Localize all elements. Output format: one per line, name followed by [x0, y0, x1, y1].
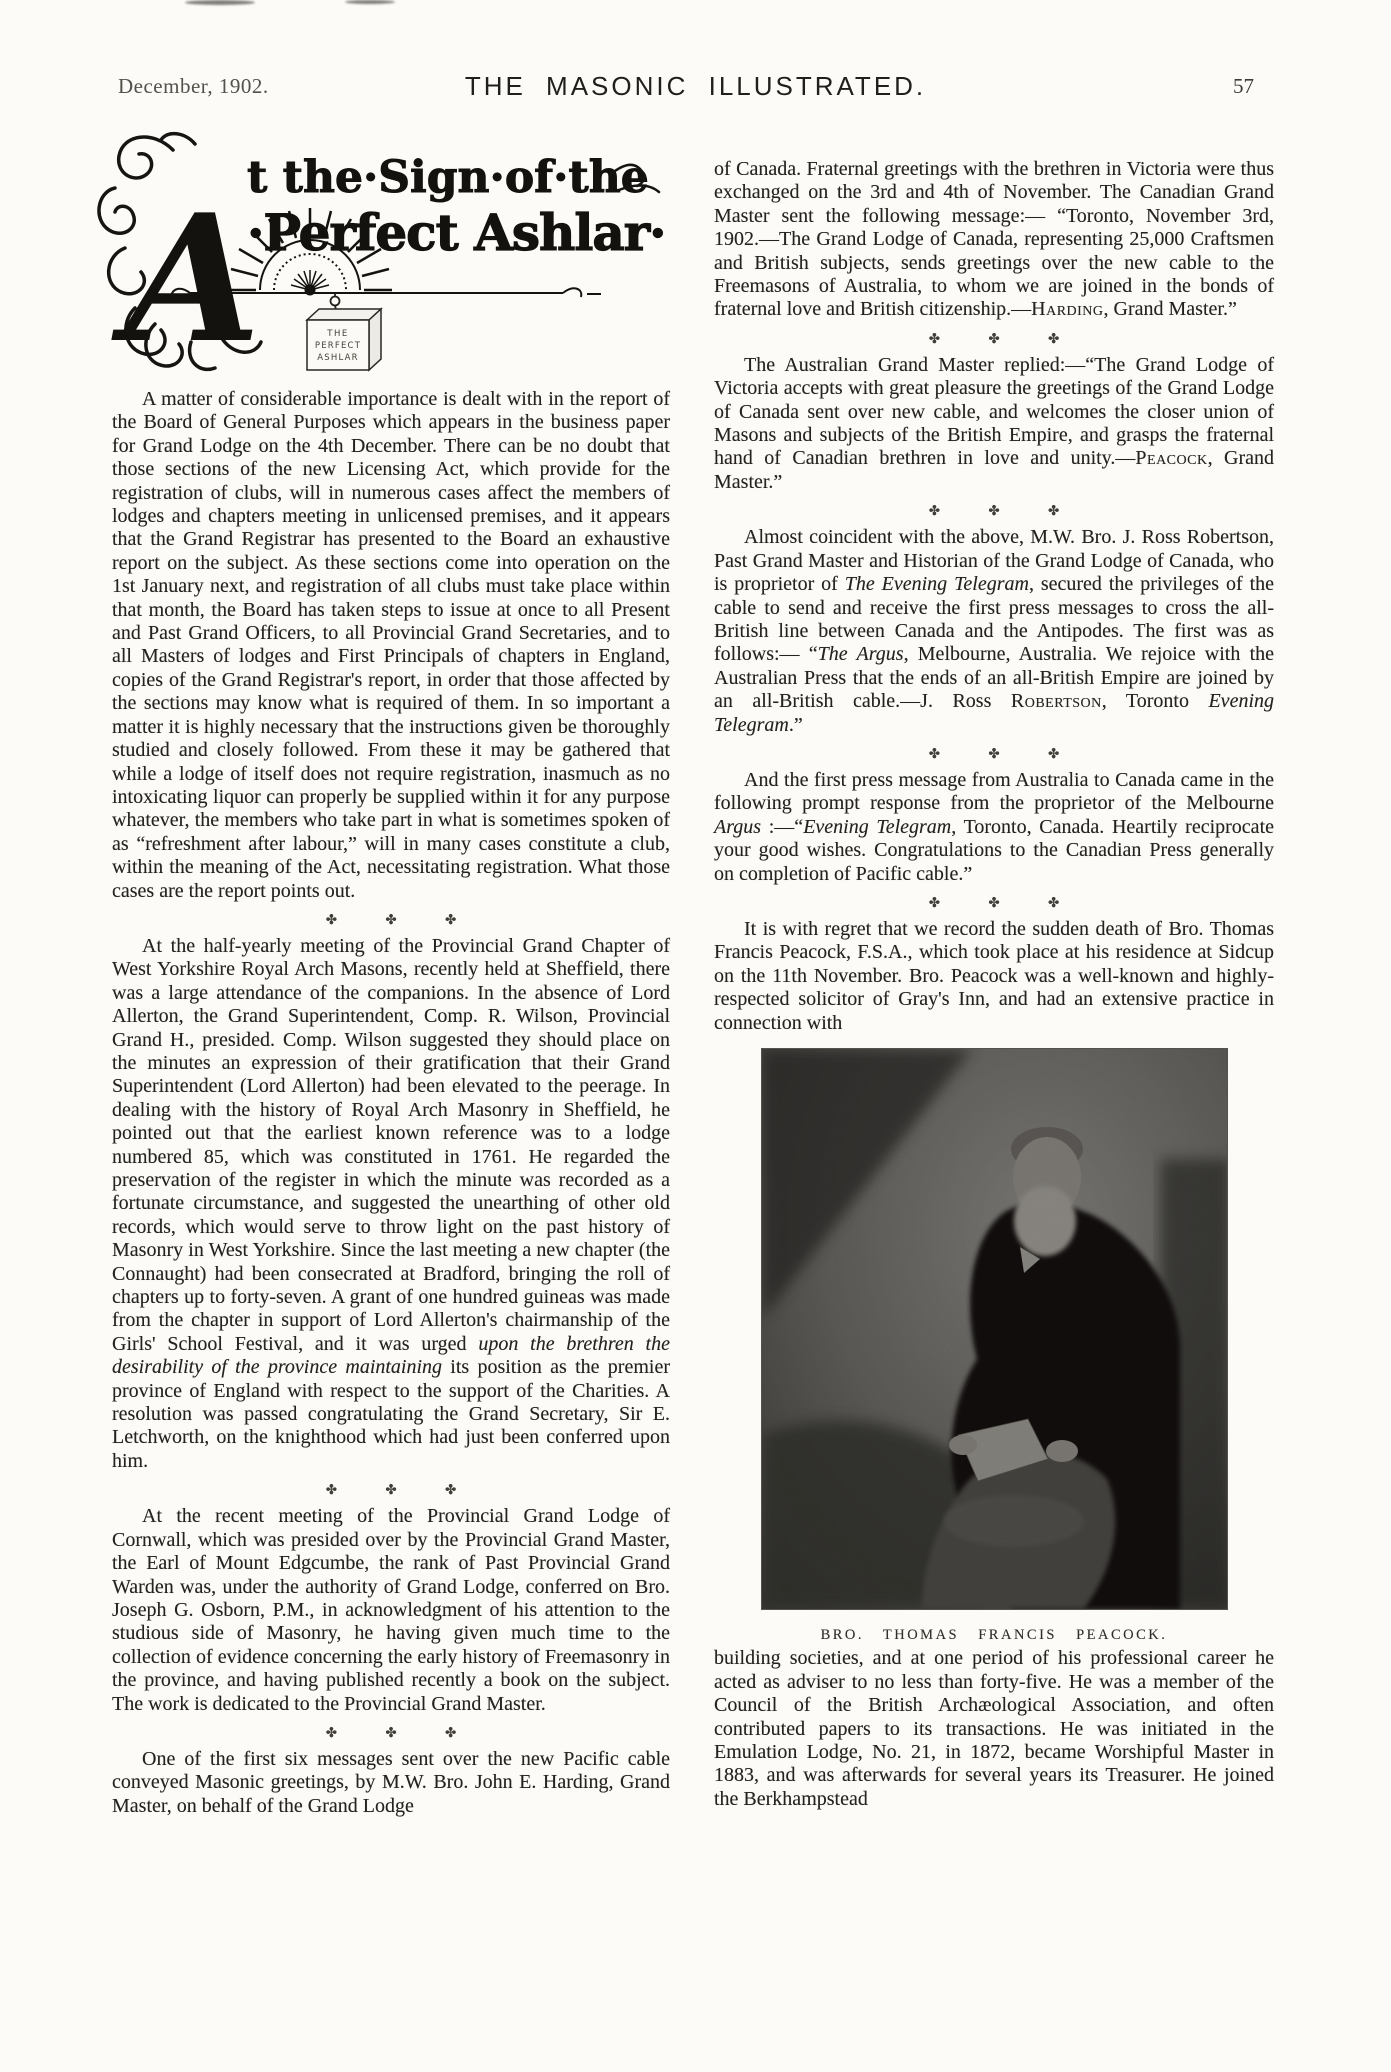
paragraph: At the recent meeting of the Provincial Grand Lodge of Cornwall, which was presided over by the Provincial Grand Master, the Earl of Mount Edgcumbe, the rank of Past Provincial Grand Warden was, under the authority of Grand Lodge, conferred on Bro. Joseph G. Osborn, P.M., in acknowledgment of his attention to the studious side of Masonry, he having given much time to the collection of evidence concerning the early history of Freemasonry in the province, and having published recently a book on the subject. The work is dedicated to the Provincial Grand Master. — [112, 1505, 670, 1715]
headpiece-graphic — [95, 128, 715, 380]
paragraph: One of the first six messages sent over the new Pacific cable conveyed Masonic greetings, by M.W. Bro. John E. Harding, Grand Master, on behalf of the Grand Lodge — [112, 1747, 670, 1817]
ornament-separator: ✤ ✤ ✤ — [325, 911, 457, 928]
right-column — [714, 158, 1274, 1811]
scan-smudge — [185, 0, 255, 5]
ornament-separator: ✤ ✤ ✤ — [325, 1724, 457, 1741]
paragraph: building societies, and at one period of his professional career he acted as adviser to no less than forty-five. He was a member of the Council of the British Archæological Association, and often contributed papers to its transactions. He was initiated in the Emulation Lodge, No. 21, in 1872, became Worshipful Master in 1883, and was afterwards for several years its Treasurer. He joined the Berkhampstead — [714, 1647, 1274, 1810]
perfect-ashlar-cube — [307, 294, 381, 371]
header-date: December, 1902. — [118, 74, 269, 98]
right-column-text-top — [714, 158, 1274, 1035]
paragraph: The Australian Grand Master replied:—“The Grand Lodge of Victoria accepts with great pleasure the greetings of the Grand Lodge of Canada sent over new cable, and welcomes the closer union of Masons and subjects of the British Empire, and grasps the fraternal hand of Canadian brethren in love and unity.—Peacock, Grand Master.” — [714, 353, 1274, 493]
headpiece-line1: t the·Sign·of·the — [247, 152, 649, 203]
paragraph: At the half-yearly meeting of the Provincial Grand Chapter of West Yorkshire Royal Arch Masons, recently held at Sheffield, there was a large attendance of the companions. In the absence of Lord Allerton, the Grand Superintendent, Comp. R. Wilson, Provincial Grand H., presided. Comp. Wilson suggested they should place on the minutes an expression of their gratification that their Grand Superintendent (Lord Allerton) had been elevated to the peerage. In dealing with the history of Royal Arch Masonry in Sheffield, he pointed out that the earliest known reference was to a lodge numbered 85, which was constituted in 1761. He regarded the preservation of the register in which the minute was recorded as a fortunate circumstance, and suggested the unearthing of other old records, which would serve to throw light on the past history of Masonry in West Yorkshire. Since the last meeting a new chapter (the Connaught) had been consecrated at Bradford, bringing the roll of chapters up to forty-seven. A grant of one hundred guineas was made from the chapter in support of Lord Allerton's chairmanship of the Girls' School Festival, and it was urged upon the brethren the desirability of the province maintaining its position as the premier province of England with respect to the support of the Charities. A resolution was passed congratulating the Grand Secretary, Sir E. Letchworth, on the knighthood which had just been conferred upon him. — [112, 934, 670, 1472]
cube-label-perfect: PERFECT — [314, 341, 362, 351]
paragraph: of Canada. Fraternal greetings with the brethren in Victoria were thus exchanged on the 3rd and 4th of November. The Canadian Grand Master sent the following message:— “Toronto, November 3rd, 1902.—The Grand Lodge of Canada, representing 25,000 Craftsmen and British subjects, sends greetings over the new cable to the Freemasons of Australia, to whom we are joined in the bonds of fraternal love and British citizenship.—Harding, Grand Master.” — [714, 158, 1274, 321]
portrait-photo-image — [762, 1049, 1227, 1609]
paragraph: Almost coincident with the above, M.W. Bro. J. Ross Robertson, Past Grand Master and Historian of the Grand Lodge of Canada, who is proprietor of The Evening Telegram, secured the privileges of the cable to send and receive the first press messages to cross the all-British line between Canada and the Antipodes. The first was as follows:— “The Argus, Melbourne, Australia. We rejoice with the Australian Press that the ends of an all-British Empire are joined by an all-British cable.—J. Ross Robertson, Toronto Evening Telegram.” — [714, 526, 1275, 736]
cube-label-the: THE — [327, 329, 349, 339]
right-column-text-bottom — [714, 1647, 1274, 1811]
page-number: 57 — [1233, 74, 1254, 98]
ornament-separator: ✤ ✤ ✤ — [928, 503, 1060, 520]
ornate-initial-A: A — [125, 177, 261, 380]
cube-label-ashlar: ASHLAR — [317, 353, 359, 363]
page-title: THE MASONIC ILLUSTRATED. — [464, 71, 927, 101]
scan-smudge — [345, 0, 395, 4]
ornament-separator: ✤ ✤ ✤ — [928, 330, 1060, 347]
ornament-separator: ✤ ✤ ✤ — [928, 745, 1060, 762]
paragraph: A matter of considerable importance is dealt with in the report of the Board of General Purposes which appears in the business paper for Grand Lodge on the 4th December. There can be no doubt that those sections of the new Licensing Act, which provide for the registration of clubs, will in numerous cases affect the members of lodges and chapters meeting in unlicensed premises, and it appears that the Grand Registrar has presented to the Board an exhaustive report on the subject. As these sections come into operation on the 1st January next, and registration of all clubs must take place within that month, the Board has taken steps to issue at once to all Present and Past Grand Officers, to all Provincial Grand Secretaries, and to all Masters of lodges and First Principals of chapters in England, copies of the Grand Registrar's report, in order that those affected by the sections may know what is required of them. In so important a matter it is highly necessary that the instructions given be thoroughly studied and closely followed. From these it may be gathered that while a lodge of itself does not require registration, inasmuch as no intoxicating liquor can properly be supplied within it for any purpose whatever, the members who take part in what is sometimes spoken of as “refreshment after labour,” will in many cases constitute a club, within the meaning of the Act, necessitating registration. What those cases are the report points out. — [112, 388, 670, 902]
paragraph: It is with regret that we record the sudden death of Bro. Thomas Francis Peacock, F.S.A., which took place at his residence at Sidcup on the 11th November. Bro. Peacock was a well-known and highly-respected solicitor of Gray's Inn, and had an extensive practice in connection with — [714, 917, 1274, 1034]
ornament-separator: ✤ ✤ ✤ — [928, 894, 1060, 911]
photo-caption: BRO. THOMAS FRANCIS PEACOCK. — [820, 1627, 1168, 1643]
headpiece-line2: ·Perfect Ashlar· — [247, 203, 666, 262]
left-column — [112, 388, 670, 1818]
portrait-photo — [714, 1049, 1274, 1647]
paragraph: And the first press message from Australia to Canada came in the following prompt response from the proprietor of the Melbourne Argus :—“Evening Telegram, Toronto, Canada. Heartily reciprocate your good wishes. Congratulations to the Canadian Press generally on completion of Pacific cable.” — [714, 768, 1274, 885]
ornament-separator: ✤ ✤ ✤ — [325, 1482, 457, 1499]
